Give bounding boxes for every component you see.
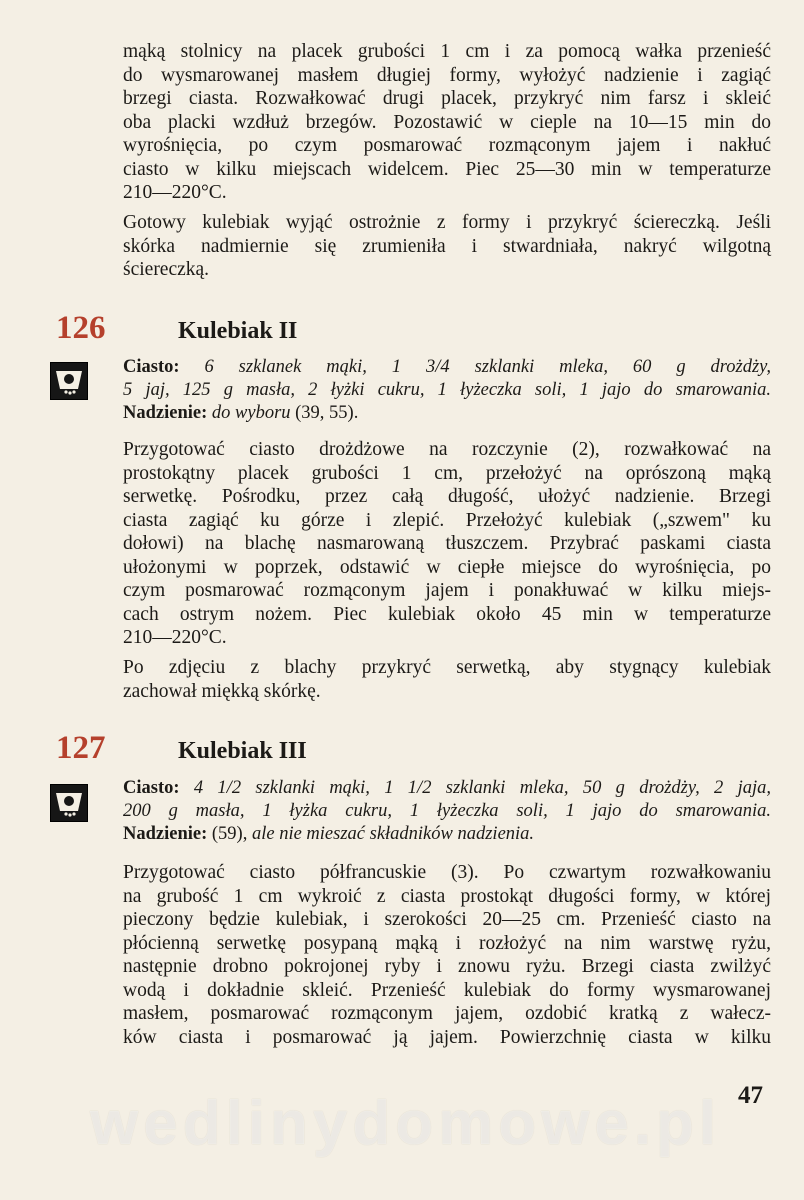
text-line: Gotowy kulebiak wyjąć ostrożnie z formy i przykryć ściereczką. Jeśli — [123, 212, 771, 233]
dough-list: 4 1/2 szklanki mąki, 1 1/2 szklanki mleka, 50 g drożdży, 2 jaja, — [193, 778, 772, 798]
text-line: zachował miękką skórkę. — [123, 680, 321, 702]
dough-label: Ciasto: — [123, 357, 180, 377]
text-line: brzegi ciasta. Rozwałkować drugi placek, przykryć nim farsz i skleić — [123, 88, 771, 109]
dough-list: 5 jaj, 125 g masła, 2 łyżki cukru, 1 łyżeczka soli, 1 jajo do smarowania. — [123, 380, 771, 400]
text-line: 210—220°C. — [123, 627, 227, 648]
text-line: 210—220°C. — [123, 182, 227, 203]
text-line: ków ciasta i posmarować ją jajem. Powierzchnię ciasta w kilku — [123, 1026, 771, 1048]
cooking-pot-icon — [50, 784, 88, 822]
page-number: 47 — [738, 1082, 763, 1109]
text-line: wodą i dokładnie skleić. Przenieść kulebiak do formy wysmarowanej — [123, 979, 771, 1001]
filling-ref: (39, 55). — [295, 403, 359, 423]
recipe-number: 126 — [56, 310, 106, 346]
text-line: masłem, posmarować rozmąconym jajem, ozdobić kratką z wałecz- — [123, 1003, 771, 1024]
text-line: Po zdjęciu z blachy przykryć serwetką, aby stygnący kulebiak — [123, 657, 771, 678]
text-line: czym posmarować rozmąconym jajem i ponakłuwać w kilku miejs- — [123, 580, 771, 601]
cooking-pot-icon — [50, 362, 88, 400]
text-line: cach ostrym nożem. Piec kulebiak około 45 min w temperaturze — [123, 603, 771, 625]
filling-label: Nadzienie: — [123, 824, 208, 844]
text-line: dołowi) na blachę nasmarowaną tłuszczem. Przybrać paskami ciasta — [123, 533, 771, 554]
dough-label: Ciasto: — [123, 778, 180, 798]
dough-ingredients — [123, 356, 771, 379]
text-line: ciasta zagiąć ku górze i zlepić. Przełożyć kulebiak („szwem" ku — [123, 509, 771, 531]
text-line: płócienną serwetkę posypaną mąką i rozłożyć na nim warstwę ryżu, — [123, 932, 771, 954]
text-line: mąką stolnicy na placek grubości 1 cm i za pomocą wałka przenieść — [123, 41, 771, 62]
watermark: wedlinydomowe.pl — [90, 1089, 722, 1158]
dough-ingredients — [123, 777, 771, 800]
filling-label: Nadzienie: — [123, 403, 208, 423]
filling-ref: (59), — [211, 824, 248, 844]
filling-text: do wyboru — [211, 403, 291, 423]
recipe-number: 127 — [56, 730, 106, 766]
filling-text: ale nie mieszać składników nadzienia. — [251, 824, 535, 844]
text-line: pieczony będzie kulebiak, i szerokości 20—25 cm. Przenieść ciasto na — [123, 909, 771, 930]
text-line: oba placki wzdłuż brzegów. Pozostawić w cieple na 10—15 min do — [123, 111, 771, 133]
dough-ingredients-cont — [123, 379, 771, 402]
text-line: skórka nadmiernie się zrumieniła i stwardniała, nakryć wilgotną — [123, 235, 771, 257]
text-line: serwetkę. Pośrodku, przez całą długość, ułożyć nadzienie. Brzegi — [123, 486, 771, 507]
text-line: następnie drobno pokrojonej ryby i znowu ryżu. Brzegi ciasta zwilżyć — [123, 956, 771, 977]
text-line: ściereczką. — [123, 259, 210, 280]
dough-ingredients-cont — [123, 800, 771, 823]
text-line: ułożonymi w poprzek, odstawić w ciepłe miejsce do wyrośnięcia, po — [123, 556, 771, 578]
filling-ingredients — [123, 823, 771, 846]
text-line: na grubość 1 cm wykroić z ciasta prostokąt długości formy, w której — [123, 885, 771, 907]
filling-ingredients — [123, 402, 771, 425]
text-line: ciasto w kilku miejscach widelcem. Piec 25—30 min w temperaturze — [123, 158, 771, 180]
dough-list: 200 g masła, 1 łyżka cukru, 1 łyżeczka soli, 1 jajo do smarowania. — [123, 801, 771, 821]
text-line: Przygotować ciasto półfrancuskie (3). Po czwartym rozwałkowaniu — [123, 862, 771, 883]
text-line: Przygotować ciasto drożdżowe na rozczynie (2), rozwałkować na — [123, 439, 771, 460]
dough-list: 6 szklanek mąki, 1 3/4 szklanki mleka, 60 g drożdży, — [204, 357, 772, 377]
text-line: do wysmarowanej masłem długiej formy, wyłożyć nadzienie i zagiąć — [123, 64, 771, 86]
recipe-title: Kulebiak III — [178, 738, 307, 764]
recipe-title: Kulebiak II — [178, 318, 298, 344]
text-line: wyrośnięcia, po czym posmarować rozmąconym jajem i nakłuć — [123, 135, 771, 156]
text-line: prostokątny placek grubości 1 cm, przełożyć na oprószoną mąką — [123, 462, 771, 484]
